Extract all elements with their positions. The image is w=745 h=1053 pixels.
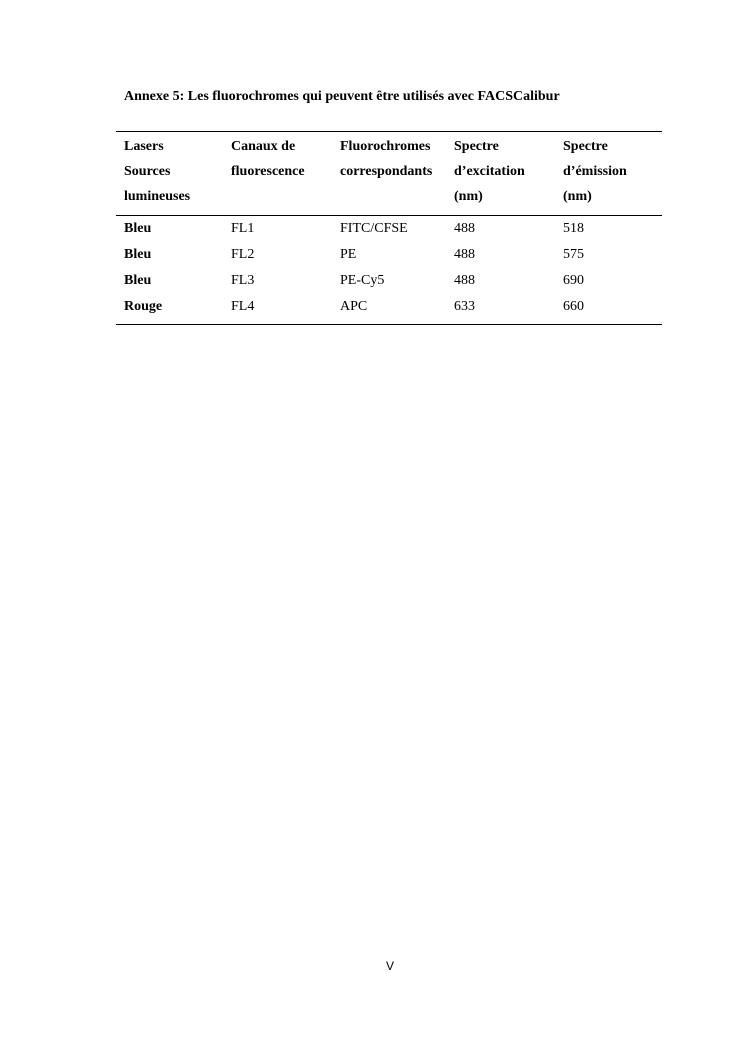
cell-emission: 660 xyxy=(563,299,584,314)
header-text: correspondants xyxy=(340,164,433,179)
table-row xyxy=(116,242,662,268)
header-text: Lasers xyxy=(124,139,164,154)
header-text: Spectre xyxy=(563,139,608,154)
cell-laser: Bleu xyxy=(124,221,152,236)
cell-emission: 575 xyxy=(563,247,584,262)
table-row xyxy=(116,216,662,242)
cell-excitation: 488 xyxy=(454,273,475,288)
cell-channel: FL4 xyxy=(231,299,255,314)
page-number: V xyxy=(385,959,394,973)
page-title: Annexe 5: Les fluorochromes qui peuvent être utilisés avec FACSCalibur xyxy=(124,89,560,104)
cell-laser: Rouge xyxy=(124,299,163,314)
header-lasers xyxy=(116,134,231,209)
header-channels xyxy=(231,134,340,209)
header-text: (nm) xyxy=(454,189,483,204)
cell-fluorochrome: APC xyxy=(340,299,368,314)
header-text: Sources xyxy=(124,164,171,179)
table-header xyxy=(116,132,662,216)
cell-excitation: 488 xyxy=(454,247,475,262)
cell-emission: 518 xyxy=(563,221,584,236)
cell-channel: FL3 xyxy=(231,273,255,288)
cell-fluorochrome: FITC/CFSE xyxy=(340,221,408,236)
header-text: fluorescence xyxy=(231,164,305,179)
header-text: Spectre xyxy=(454,139,499,154)
header-text: lumineuses xyxy=(124,189,191,204)
header-fluorochromes xyxy=(340,134,454,209)
cell-fluorochrome: PE-Cy5 xyxy=(340,273,385,288)
header-text: d’excitation xyxy=(454,164,525,179)
header-text: (nm) xyxy=(563,189,592,204)
header-text: Canaux de xyxy=(231,139,296,154)
cell-laser: Bleu xyxy=(124,247,152,262)
header-excitation xyxy=(454,134,563,209)
cell-laser: Bleu xyxy=(124,273,152,288)
cell-channel: FL1 xyxy=(231,221,255,236)
table-body xyxy=(116,216,662,324)
cell-excitation: 633 xyxy=(454,299,475,314)
table-row xyxy=(116,294,662,320)
header-text: d’émission xyxy=(563,164,627,179)
cell-excitation: 488 xyxy=(454,221,475,236)
header-emission xyxy=(563,134,662,209)
table-row xyxy=(116,268,662,294)
cell-channel: FL2 xyxy=(231,247,255,262)
header-text: Fluorochromes xyxy=(340,139,431,154)
fluorochrome-table xyxy=(116,131,662,325)
cell-fluorochrome: PE xyxy=(340,247,357,262)
cell-emission: 690 xyxy=(563,273,584,288)
